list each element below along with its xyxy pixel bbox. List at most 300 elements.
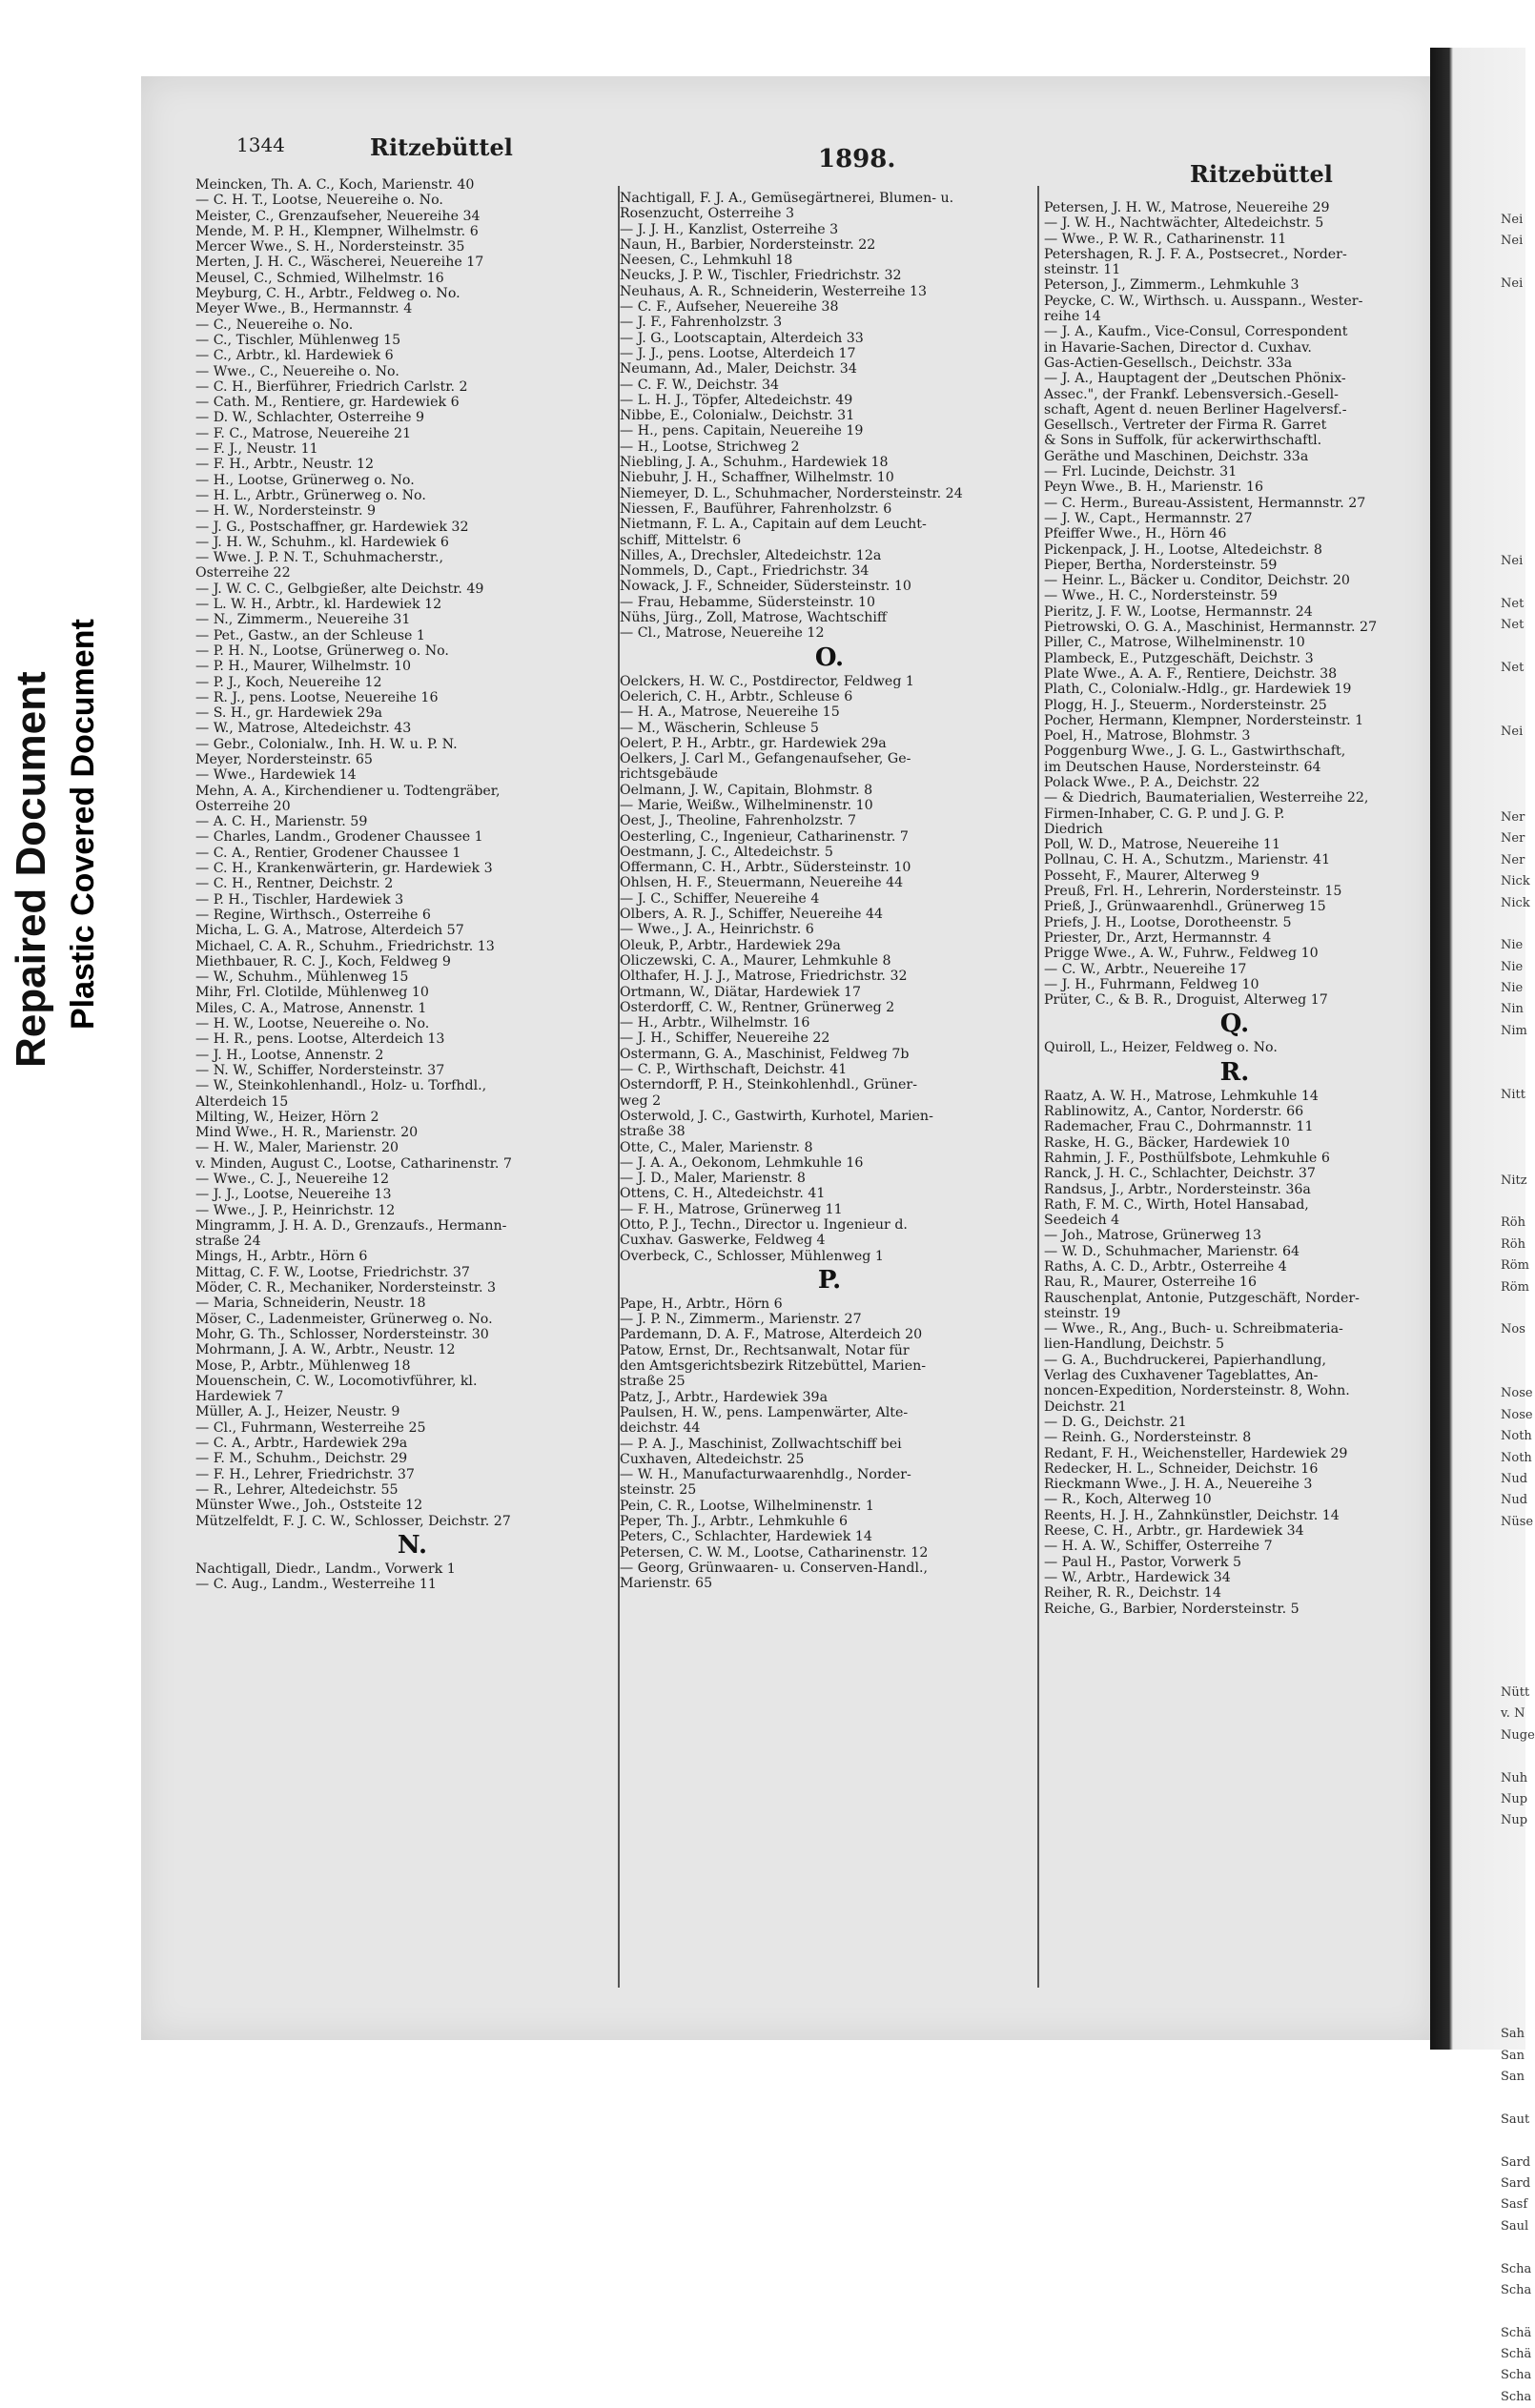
gutter-fragment: [1501, 1149, 1525, 1170]
gutter-fragment: Schä: [1501, 2325, 1532, 2340]
gutter-fragment: Nei: [1501, 234, 1524, 249]
gutter-fragment: [1501, 1064, 1525, 1085]
directory-entry: Oelerich, C. H., Arbtr., Schleuse 6: [620, 688, 853, 704]
directory-entry: — Joh., Matrose, Grünerweg 13: [1044, 1228, 1262, 1244]
gutter-fragment: v. N: [1501, 1706, 1525, 1722]
directory-entry: Plogg, H. J., Steuerm., Nordersteinstr. 25: [1044, 697, 1327, 713]
gutter-fragment: [1501, 1960, 1525, 1981]
directory-entry: Milting, W., Heizer, Hörn 2: [195, 1109, 379, 1125]
directory-entry: Ortmann, W., Diätar, Hardewiek 17: [620, 984, 862, 1000]
gutter-fragment: [1501, 2301, 1525, 2322]
gutter-fragment: Nup: [1501, 1813, 1528, 1828]
directory-entry: schiff, Mittelstr. 6: [620, 532, 742, 548]
directory-entry: — Wwe., Hardewiek 14: [195, 767, 357, 784]
directory-entry: — H. W., Nordersteinstr. 9: [195, 503, 377, 520]
directory-entry: — Pet., Gastw., an der Schleuse 1: [195, 627, 425, 643]
gutter-fragment: [1501, 1533, 1525, 1554]
directory-entry: Reents, H. J. H., Zahnkünstler, Deichstr. 14: [1044, 1507, 1340, 1523]
directory-entry: — Cl., Fuhrmann, Westerreihe 25: [195, 1419, 426, 1436]
directory-entry: — C., Tischler, Mühlenweg 15: [195, 332, 401, 348]
directory-entry: Redant, F. H., Weichensteller, Hardewiek 29: [1044, 1445, 1348, 1461]
gutter-fragment: Nup: [1501, 1791, 1528, 1806]
gutter-fragment: Nose: [1501, 1407, 1533, 1422]
directory-entry: Rahmin, J. F., Posthülfsbote, Lehmkuhle 6: [1044, 1150, 1330, 1166]
directory-entry: — Marie, Weißw., Wilhelminenstr. 10: [620, 797, 873, 813]
directory-entry: straße 24: [195, 1234, 261, 1250]
directory-entry: — J. A., Hauptagent der „Deutschen Phönix-: [1044, 371, 1346, 387]
directory-entry: Mittag, C. F. W., Lootse, Friedrichstr. 37: [195, 1264, 470, 1280]
gutter-fragment: [1501, 573, 1525, 594]
directory-entry: weg 2: [620, 1092, 662, 1109]
directory-entry: Poggenburg Wwe., J. G. L., Gastwirthschaft,: [1044, 744, 1346, 760]
directory-entry: Meyer, Nordersteinstr. 65: [195, 751, 373, 767]
directory-entry: — H. W., Maler, Marienstr. 20: [195, 1140, 399, 1156]
directory-entry: — P. H., Tischler, Hardewiek 3: [195, 891, 404, 908]
directory-entry: Paulsen, H. W., pens. Lampenwärter, Alte-: [620, 1404, 909, 1420]
directory-entry: Geräthe und Maschinen, Deichstr. 33a: [1044, 448, 1309, 464]
directory-entry: Nibbe, E., Colonialw., Deichstr. 31: [620, 408, 855, 424]
gutter-fragment: Nei: [1501, 724, 1524, 740]
directory-entry: — Wwe., J. A., Heinrichstr. 6: [620, 922, 814, 938]
directory-entry: Nachtigall, Diedr., Landm., Vorwerk 1: [195, 1561, 456, 1577]
directory-entry: — P. H., Maurer, Wilhelmstr. 10: [195, 659, 412, 675]
directory-entry: — Wwe., C., Neuereihe o. No.: [195, 363, 399, 379]
directory-entry: Pardemann, D. A. F., Matrose, Alterdeich 20: [620, 1327, 923, 1343]
directory-entry: — J. H., Fuhrmann, Feldweg 10: [1044, 976, 1259, 992]
gutter-fragment: [1501, 1362, 1525, 1383]
directory-entry: Oliczewski, C. A., Maurer, Lehmkuhle 8: [620, 952, 891, 969]
directory-entry: — F. H., Lehrer, Friedrichstr. 37: [195, 1466, 415, 1482]
gutter-fragment: [1501, 1832, 1525, 1853]
directory-entry: — F. H., Matrose, Grünerweg 11: [620, 1201, 843, 1217]
directory-entry: Mouenschein, C. W., Locomotivführer, kl.: [195, 1373, 478, 1389]
directory-column-1: [195, 177, 629, 1912]
directory-entry: Neuhaus, A. R., Schneiderin, Westerreihe 13: [620, 283, 928, 299]
gutter-fragment: [1501, 1128, 1525, 1149]
directory-entry: — G. A., Buchdruckerei, Papierhandlung,: [1044, 1352, 1327, 1368]
directory-entry: Plate Wwe., A. A. F., Rentiere, Deichstr. 38: [1044, 665, 1338, 682]
directory-entry: Pickenpack, J. H., Lootse, Altedeichstr. 8: [1044, 541, 1322, 558]
gutter-fragment: [1501, 1298, 1525, 1319]
directory-entry: Oleuk, P., Arbtr., Hardewiek 29a: [620, 937, 841, 953]
directory-entry: — J. W. C. C., Gelbgießer, alte Deichstr. 49: [195, 581, 484, 597]
directory-entry: Raths, A. C. D., Arbtr., Osterreihe 4: [1044, 1259, 1287, 1275]
directory-entry: Oest, J., Theoline, Fahrenholzstr. 7: [620, 813, 857, 829]
directory-entry: den Amtsgerichtsbezirk Ritzebüttel, Marien-: [620, 1358, 927, 1375]
gutter-fragment: [1501, 337, 1525, 358]
directory-entry: Olbers, A. R. J., Schiffer, Neuereihe 44: [620, 907, 884, 923]
directory-entry: Nietmann, F. L. A., Capitain auf dem Leucht-: [620, 517, 927, 533]
gutter-fragment: [1501, 402, 1525, 423]
directory-entry: Niemeyer, D. L., Schuhmacher, Nordersteinstr. 24: [620, 485, 963, 501]
directory-entry: Oesterling, C., Ingenieur, Catharinenstr. 7: [620, 828, 909, 845]
directory-entry: noncen-Expedition, Nordersteinstr. 8, Wohn.: [1044, 1383, 1350, 1399]
directory-entry: Quiroll, L., Heizer, Feldweg o. No.: [1044, 1040, 1278, 1056]
gutter-fragment: [1501, 1619, 1525, 1640]
directory-entry: Olthafer, H. J. J., Matrose, Friedrichstr. 32: [620, 969, 908, 985]
directory-entry: Plath, C., Colonialw.-Hdlg., gr. Hardewiek 19: [1044, 682, 1352, 698]
directory-entry: Pollnau, C. H. A., Schutzm., Marienstr. 41: [1044, 852, 1331, 868]
directory-entry: Firmen-Inhaber, C. G. P. und J. G. P.: [1044, 806, 1285, 822]
directory-entry: — W., Matrose, Altedeichstr. 43: [195, 721, 412, 737]
directory-entry: — L. H. J., Töpfer, Altedeichstr. 49: [620, 392, 853, 408]
directory-entry: Raatz, A. W. H., Matrose, Lehmkuhle 14: [1044, 1088, 1319, 1104]
section-letter: Q.: [1219, 1010, 1250, 1039]
gutter-fragment: [1501, 380, 1525, 401]
directory-entry: — A. C. H., Marienstr. 59: [195, 814, 368, 830]
directory-entry: — Wwe., C. J., Neuereihe 12: [195, 1172, 389, 1187]
directory-entry: — C. H., Rentner, Deichstr. 2: [195, 876, 394, 892]
directory-entry: — F. C., Matrose, Neuereihe 21: [195, 425, 412, 441]
gutter-fragment: Nitz: [1501, 1173, 1527, 1188]
directory-entry: — J. W. H., Nachtwächter, Altedeichstr. 5: [1044, 215, 1324, 232]
gutter-fragment: Ner: [1501, 809, 1525, 825]
directory-entry: Overbeck, C., Schlosser, Mühlenweg 1: [620, 1248, 884, 1264]
gutter-fragment: Nim: [1501, 1023, 1527, 1038]
directory-entry: — J. H., Schiffer, Neuereihe 22: [620, 1031, 830, 1047]
directory-entry: — C. F. W., Deichstr. 34: [620, 377, 780, 393]
directory-entry: — Wwe., R., Ang., Buch- u. Schreibmateria-: [1044, 1321, 1343, 1337]
directory-entry: Nühs, Jürg., Zoll, Matrose, Wachtschiff: [620, 610, 887, 626]
directory-entry: richtsgebäude: [620, 766, 719, 783]
gutter-fragment: Röh: [1501, 1215, 1525, 1231]
directory-entry: Micha, L. G. A., Matrose, Alterdeich 57: [195, 923, 464, 939]
page-number: 1344: [236, 133, 285, 156]
plastic-covered-label: Plastic Covered Document: [65, 619, 101, 1030]
gutter-fragment: Nose: [1501, 1386, 1533, 1401]
gutter-fragment: Net: [1501, 661, 1525, 676]
directory-entry: Ostermann, G. A., Maschinist, Feldweg 7b: [620, 1046, 910, 1062]
gutter-fragment: Nud: [1501, 1472, 1528, 1487]
gutter-fragment: Nick: [1501, 895, 1530, 910]
directory-entry: Pieritz, J. F. W., Lootse, Hermannstr. 24: [1044, 603, 1313, 620]
gutter-fragment: Scha: [1501, 2389, 1532, 2404]
directory-entry: Ottens, C. H., Altedeichstr. 41: [620, 1186, 826, 1202]
directory-entry: Neesen, C., Lehmkuhl 18: [620, 253, 793, 269]
gutter-fragment: [1501, 2237, 1525, 2258]
directory-entry: Oelert, P. H., Arbtr., gr. Hardewiek 29a: [620, 735, 887, 751]
directory-entry: — C. Herm., Bureau-Assistent, Hermannstr. 27: [1044, 495, 1366, 511]
directory-entry: Assec.", der Frankf. Lebensversich.-Gesell-: [1044, 386, 1339, 402]
gutter-fragment: [1501, 1042, 1525, 1063]
gutter-fragment: [1501, 1662, 1525, 1683]
gutter-fragment: Ner: [1501, 852, 1525, 867]
gutter-fragment: [1501, 423, 1525, 444]
directory-entry: — M., Wäscherin, Schleuse 5: [620, 720, 819, 736]
directory-entry: Mehn, A. A., Kirchendiener u. Todtengräber,: [195, 783, 501, 799]
directory-entry: — C. Aug., Landm., Westerreihe 11: [195, 1577, 437, 1593]
directory-entry: Peyn Wwe., B. H., Marienstr. 16: [1044, 480, 1264, 496]
directory-entry: lien-Handlung, Deichstr. 5: [1044, 1337, 1225, 1353]
gutter-fragment: [1501, 359, 1525, 380]
directory-entry: — W., Schuhm., Mühlenweg 15: [195, 969, 409, 986]
directory-entry: — C. A., Rentier, Grodener Chaussee 1: [195, 845, 461, 861]
directory-entry: Diedrich: [1044, 821, 1103, 837]
directory-entry: — Frl. Lucinde, Deichstr. 31: [1044, 464, 1238, 480]
directory-entry: Osterreihe 20: [195, 798, 291, 814]
gutter-fragment: [1501, 680, 1525, 701]
directory-entry: Offermann, C. H., Arbtr., Südersteinstr. 10: [620, 860, 911, 876]
gutter-fragment: [1501, 2131, 1525, 2152]
gutter-fragment: Sah: [1501, 2027, 1525, 2042]
directory-entry: — C. W., Arbtr., Neuereihe 17: [1044, 961, 1247, 977]
gutter-fragment: Nüse: [1501, 1514, 1534, 1529]
directory-entry: — C., Neuereihe o. No.: [195, 316, 354, 333]
directory-entry: Otte, C., Maler, Marienstr. 8: [620, 1139, 813, 1155]
directory-entry: Osterndorff, P. H., Steinkohlenhdl., Grüner-: [620, 1077, 918, 1093]
gutter-fragment: [1501, 1896, 1525, 1917]
gutter-fragment: [1501, 296, 1525, 316]
gutter-fragment: Ner: [1501, 831, 1525, 847]
gutter-fragment: [1501, 316, 1525, 337]
directory-entry: — F. H., Arbtr., Neustr. 12: [195, 457, 375, 473]
directory-entry: Peters, C., Schlachter, Hardewiek 14: [620, 1529, 872, 1545]
directory-entry: — Cath. M., Rentiere, gr. Hardewiek 6: [195, 395, 460, 411]
section-letter: R.: [1219, 1057, 1250, 1087]
directory-entry: Nowack, J. F., Schneider, Südersteinstr. 10: [620, 579, 911, 595]
directory-entry: — R. J., pens. Lootse, Neuereihe 16: [195, 689, 439, 705]
gutter-fragment: Scha: [1501, 2368, 1532, 2383]
gutter-fragment: [1501, 744, 1525, 765]
gutter-fragment: Saut: [1501, 2112, 1530, 2127]
directory-entry: — H. L., Arbtr., Grünerweg o. No.: [195, 487, 426, 503]
directory-entry: — C. P., Wirthschaft, Deichstr. 41: [620, 1062, 848, 1078]
gutter-fragment: [1501, 1853, 1525, 1874]
directory-entry: Cuxhaven, Altedeichstr. 25: [620, 1451, 805, 1467]
directory-entry: im Deutschen Hause, Nordersteinstr. 64: [1044, 759, 1321, 775]
directory-entry: Gas-Actien-Gesellsch., Deichstr. 33a: [1044, 355, 1293, 371]
directory-entry: Prüter, C., & B. R., Droguist, Alterweg 17: [1044, 992, 1328, 1009]
directory-entry: Nommels, D., Capt., Friedrichstr. 34: [620, 563, 870, 580]
directory-entry: — J. G., Lootscaptain, Alterdeich 33: [620, 330, 864, 346]
directory-entry: Prigge Wwe., A. W., Fuhrw., Feldweg 10: [1044, 946, 1319, 962]
directory-entry: v. Minden, August C., Lootse, Catharinenstr. 7: [195, 1155, 512, 1172]
repaired-document-label: Repaired Document: [8, 671, 54, 1068]
directory-entry: Mercer Wwe., S. H., Nordersteinstr. 35: [195, 239, 465, 255]
directory-entry: Rauschenplat, Antonie, Putzgeschäft, Norder-: [1044, 1290, 1360, 1306]
directory-entry: Niebling, J. A., Schuhm., Hardewiek 18: [620, 455, 889, 471]
directory-entry: Meyer Wwe., B., Hermannstr. 4: [195, 301, 413, 317]
directory-entry: Peper, Th. J., Arbtr., Lehmkuhle 6: [620, 1514, 849, 1530]
directory-entry: Gesellsch., Vertreter der Firma R. Garret: [1044, 418, 1327, 434]
directory-entry: Mohrmann, J. A. W., Arbtr., Neustr. 12: [195, 1342, 456, 1358]
gutter-fragment: [1501, 487, 1525, 508]
gutter-fragment: Nie: [1501, 938, 1524, 953]
directory-entry: — Frau, Hebamme, Südersteinstr. 10: [620, 594, 876, 610]
gutter-fragment: San: [1501, 2069, 1525, 2084]
gutter-fragment: Saul: [1501, 2218, 1529, 2234]
year-heading: 1898.: [818, 145, 896, 173]
directory-entry: Müller, A. J., Heizer, Neustr. 9: [195, 1404, 400, 1420]
gutter-fragment: [1501, 444, 1525, 465]
gutter-fragment: Nei: [1501, 276, 1524, 292]
directory-column-3: [1044, 200, 1425, 1992]
directory-entry: straße 25: [620, 1374, 686, 1390]
gutter-fragment: [1501, 508, 1525, 529]
gutter-fragment: Nei: [1501, 554, 1524, 569]
directory-entry: Pape, H., Arbtr., Hörn 6: [620, 1296, 783, 1312]
gutter-fragment: Nud: [1501, 1493, 1528, 1508]
directory-entry: Möser, C., Ladenmeister, Grünerweg o. No.: [195, 1311, 493, 1327]
gutter-fragment: [1501, 253, 1525, 274]
directory-entry: Oelckers, H. W. C., Postdirector, Feldweg 1: [620, 673, 914, 689]
gutter-fragment: [1501, 1555, 1525, 1576]
directory-entry: Miethbauer, R. C. J., Koch, Feldweg 9: [195, 953, 451, 969]
directory-entry: Mützelfeldt, F. J. C. W., Schlosser, Deichstr. 27: [195, 1513, 511, 1529]
directory-entry: Rosenzucht, Osterreihe 3: [620, 206, 795, 222]
gutter-fragment: [1501, 786, 1525, 807]
gutter-fragment: Nei: [1501, 213, 1524, 227]
directory-entry: & Sons in Suffolk, für ackerwirthschaftl.: [1044, 433, 1322, 449]
directory-entry: Mihr, Frl. Clotilde, Mühlenweg 10: [195, 985, 429, 1001]
directory-entry: Mohr, G. Th., Schlosser, Nordersteinstr. 30: [195, 1326, 489, 1342]
directory-entry: Oestmann, J. C., Altedeichstr. 5: [620, 844, 833, 860]
directory-entry: Alterdeich 15: [195, 1093, 289, 1110]
gutter-fragment: Nos: [1501, 1322, 1525, 1337]
gutter-fragment: [1501, 1746, 1525, 1767]
directory-entry: Miles, C. A., Matrose, Annenstr. 1: [195, 1000, 427, 1016]
directory-entry: — Georg, Grünwaaren- u. Conserven-Handl.,: [620, 1560, 929, 1576]
directory-entry: Marienstr. 65: [620, 1576, 713, 1592]
gutter-fragment: [1501, 1874, 1525, 1895]
gutter-fragment: Röm: [1501, 1279, 1529, 1295]
gutter-fragment: [1501, 637, 1525, 658]
gutter-fragment: Noth: [1501, 1429, 1532, 1444]
directory-entry: — J. H., Lootse, Annenstr. 2: [195, 1047, 384, 1063]
gutter-fragment: Sard: [1501, 2154, 1531, 2170]
directory-entry: Mose, P., Arbtr., Mühlenweg 18: [195, 1357, 411, 1374]
directory-entry: Deichstr. 21: [1044, 1398, 1127, 1415]
place-heading-right: Ritzebüttel: [1190, 160, 1333, 188]
directory-entry: Meister, C., Grenzaufseher, Neuereihe 34: [195, 208, 481, 224]
directory-entry: Raske, H. G., Bäcker, Hardewiek 10: [1044, 1134, 1290, 1151]
gutter-fragment: Sard: [1501, 2175, 1531, 2191]
side-label: [0, 496, 133, 1106]
directory-entry: Osterwold, J. C., Gastwirth, Kurhotel, Marien-: [620, 1108, 933, 1124]
directory-entry: — C. F., Aufseher, Neuereihe 38: [620, 299, 839, 316]
directory-entry: — N. W., Schiffer, Nordersteinstr. 37: [195, 1062, 445, 1078]
directory-entry: Neucks, J. P. W., Tischler, Friedrichstr. 32: [620, 268, 902, 284]
directory-entry: — N., Zimmerm., Neuereihe 31: [195, 612, 411, 628]
section-letter: O.: [814, 643, 845, 672]
gutter-fragment: Schä: [1501, 2347, 1532, 2362]
gutter-fragment: Net: [1501, 618, 1525, 633]
directory-entry: — C., Arbtr., kl. Hardewiek 6: [195, 348, 394, 364]
directory-entry: Verlag des Cuxhavener Tageblattes, An-: [1044, 1368, 1319, 1384]
directory-entry: Poel, H., Matrose, Blohmstr. 3: [1044, 728, 1251, 745]
directory-entry: — H. W., Lootse, Neuereihe o. No.: [195, 1016, 430, 1032]
gutter-fragment: Nitt: [1501, 1088, 1525, 1103]
directory-entry: Pfeiffer Wwe., H., Hörn 46: [1044, 526, 1227, 542]
gutter-fragment: [1501, 1106, 1525, 1127]
directory-entry: Otto, P. J., Techn., Director u. Ingenieur d.: [620, 1217, 908, 1233]
directory-entry: Merten, J. H. C., Wäscherei, Neuereihe 17: [195, 255, 484, 271]
directory-entry: Münster Wwe., Joh., Oststeite 12: [195, 1498, 423, 1514]
gutter-fragment: Nütt: [1501, 1684, 1530, 1700]
directory-entry: — P. H. N., Lootse, Grünerweg o. No.: [195, 643, 449, 659]
directory-entry: Preuß, Frl. H., Lehrerin, Nordersteinstr. 15: [1044, 884, 1342, 900]
directory-entry: Naun, H., Barbier, Nordersteinstr. 22: [620, 236, 876, 253]
directory-entry: — P. J., Koch, Neuereihe 12: [195, 674, 382, 690]
directory-entry: — H. R., pens. Lootse, Alterdeich 13: [195, 1031, 445, 1048]
directory-entry: — Wwe., P. W. R., Catharinenstr. 11: [1044, 231, 1287, 247]
directory-entry: Reese, C. H., Arbtr., gr. Hardewiek 34: [1044, 1523, 1304, 1540]
gutter-fragment: Scha: [1501, 2282, 1532, 2297]
gutter-fragment: Scha: [1501, 2261, 1532, 2276]
directory-entry: — J. C., Schiffer, Neuereihe 4: [620, 890, 820, 907]
directory-entry: — P. A. J., Maschinist, Zollwachtschiff bei: [620, 1436, 902, 1452]
directory-entry: Osterreihe 22: [195, 565, 291, 582]
directory-entry: Mind Wwe., H. R., Marienstr. 20: [195, 1125, 419, 1141]
gutter-fragment: [1501, 1576, 1525, 1597]
gutter-fragment: [1501, 466, 1525, 487]
directory-entry: — J. A. A., Oekonom, Lehmkuhle 16: [620, 1154, 864, 1171]
directory-entry: — H., Lootse, Strichweg 2: [620, 439, 800, 455]
gutter-fragment: [1501, 530, 1525, 551]
directory-entry: reihe 14: [1044, 309, 1101, 325]
gutter-fragment: [1501, 1917, 1525, 1938]
directory-entry: — Reinh. G., Nordersteinstr. 8: [1044, 1430, 1252, 1446]
directory-entry: in Havarie-Sachen, Director d. Cuxhav.: [1044, 339, 1312, 356]
gutter-fragment: [1501, 701, 1525, 722]
directory-entry: Rieckmann Wwe., J. H. A., Neuereihe 3: [1044, 1477, 1313, 1493]
directory-entry: Reiche, G., Barbier, Nordersteinstr. 5: [1044, 1601, 1300, 1617]
gutter-fragment: [1501, 1192, 1525, 1213]
directory-entry: Möder, C. R., Mechaniker, Nordersteinstr. 3: [195, 1280, 497, 1296]
adjacent-page-text: [1501, 210, 1535, 2404]
directory-entry: — D. W., Schlachter, Osterreihe 9: [195, 410, 425, 426]
gutter-fragment: [1501, 1341, 1525, 1362]
gutter-fragment: Nie: [1501, 959, 1524, 974]
gutter-fragment: Röh: [1501, 1236, 1525, 1252]
directory-entry: — Regine, Wirthsch., Osterreihe 6: [195, 907, 431, 923]
directory-entry: — J. J., pens. Lootse, Alterdeich 17: [620, 345, 856, 361]
directory-entry: Polack Wwe., P. A., Deichstr. 22: [1044, 774, 1260, 790]
directory-entry: Petersen, C. W. M., Lootse, Catharinenstr. 12: [620, 1544, 929, 1561]
directory-entry: Mings, H., Arbtr., Hörn 6: [195, 1249, 368, 1265]
directory-entry: — J. H. W., Schuhm., kl. Hardewiek 6: [195, 534, 449, 550]
directory-entry: Patow, Ernst, Dr., Rechtsanwalt, Notar für: [620, 1342, 910, 1358]
directory-entry: Nachtigall, F. J. A., Gemüsegärtnerei, Blumen- u.: [620, 191, 954, 206]
gutter-fragment: Net: [1501, 597, 1525, 612]
directory-entry: Pieper, Bertha, Nordersteinstr. 59: [1044, 557, 1278, 573]
gutter-fragment: Sasf: [1501, 2197, 1528, 2213]
directory-entry: Niebuhr, J. H., Schaffner, Wilhelmstr. 10: [620, 470, 894, 486]
directory-entry: Cuxhav. Gaswerke, Feldweg 4: [620, 1233, 826, 1249]
directory-entry: Seedeich 4: [1044, 1213, 1120, 1229]
gutter-fragment: [1501, 1597, 1525, 1618]
directory-entry: Plambeck, E., Putzgeschäft, Deichstr. 3: [1044, 650, 1314, 666]
directory-entry: steinstr. 11: [1044, 262, 1121, 278]
directory-entry: — J. D., Maler, Marienstr. 8: [620, 1171, 806, 1187]
place-heading-left: Ritzebüttel: [370, 133, 513, 161]
directory-entry: Hardewiek 7: [195, 1389, 284, 1405]
directory-entry: Peterson, J., Zimmerm., Lehmkuhle 3: [1044, 277, 1300, 294]
directory-entry: — H. A., Matrose, Neuereihe 15: [620, 704, 840, 721]
directory-entry: Pietrowski, O. G. A., Maschinist, Hermannstr. 27: [1044, 620, 1378, 636]
directory-entry: — J. A., Kaufm., Vice-Consul, Correspondent: [1044, 324, 1348, 340]
directory-entry: Oelmann, J. W., Capitain, Blohmstr. 8: [620, 782, 873, 798]
directory-entry: — F. J., Neustr. 11: [195, 441, 318, 458]
directory-entry: Meusel, C., Schmied, Wilhelmstr. 16: [195, 270, 444, 286]
gutter-fragment: Nick: [1501, 874, 1530, 889]
directory-entry: Pocher, Hermann, Klempner, Nordersteinstr. 1: [1044, 712, 1364, 728]
directory-entry: — C. H., Bierführer, Friedrich Carlstr. 2: [195, 378, 468, 395]
directory-entry: — H., Lootse, Grünerweg o. No.: [195, 472, 415, 488]
directory-entry: Ohlsen, H. F., Steuermann, Neuereihe 44: [620, 875, 904, 891]
directory-entry: steinstr. 19: [1044, 1305, 1121, 1321]
directory-entry: Reiher, R. R., Deichstr. 14: [1044, 1585, 1221, 1602]
